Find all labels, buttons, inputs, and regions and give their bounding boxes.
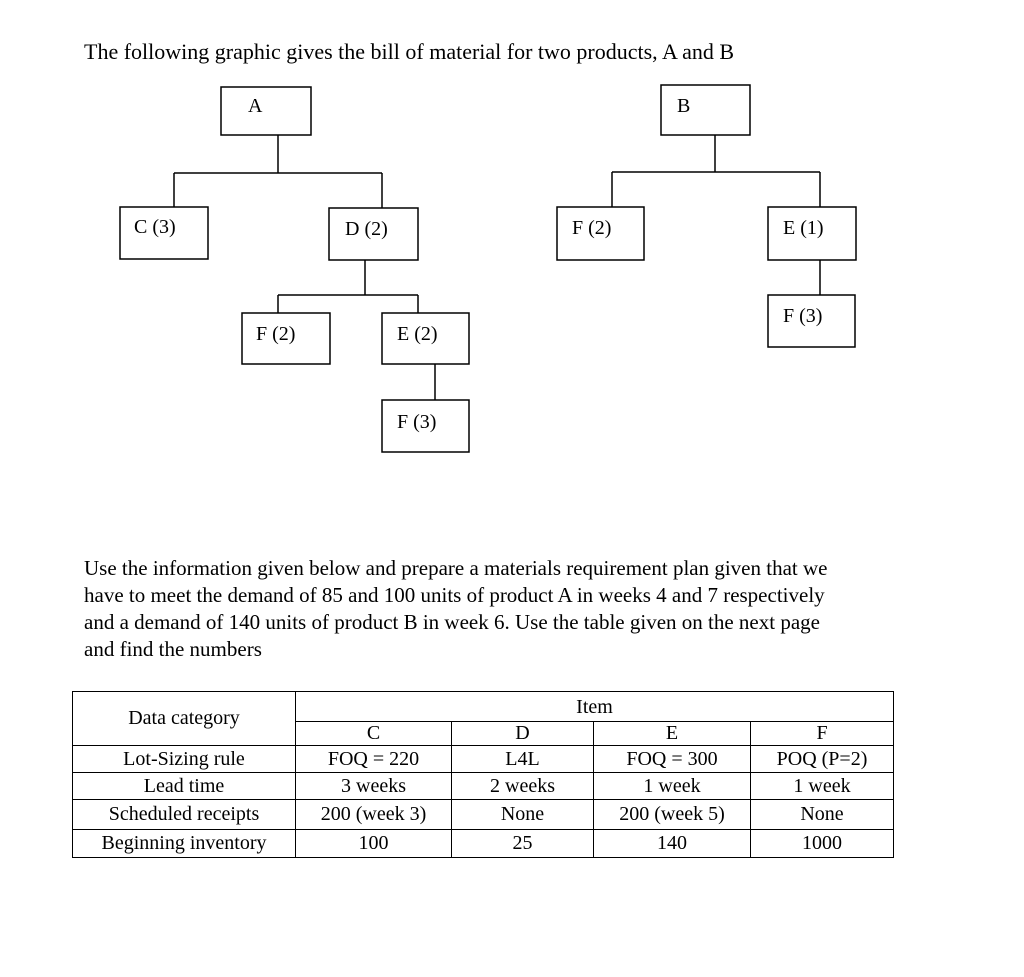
cell-scheduled-receipts-c: 200 (week 3) xyxy=(296,800,452,830)
table-header-item-e: E xyxy=(594,722,751,746)
row-label-scheduled-receipts: Scheduled receipts xyxy=(73,800,296,830)
cell-beginning-inventory-f: 1000 xyxy=(751,830,894,858)
node-d-e-label: E (2) xyxy=(397,323,438,345)
cell-beginning-inventory-d: 25 xyxy=(452,830,594,858)
cell-beginning-inventory-c: 100 xyxy=(296,830,452,858)
row-label-lot-sizing: Lot-Sizing rule xyxy=(73,746,296,773)
node-b-label: B xyxy=(677,95,691,117)
node-b-e-label: E (1) xyxy=(783,217,824,239)
cell-scheduled-receipts-f: None xyxy=(751,800,894,830)
instructions-paragraph xyxy=(84,555,924,663)
table-header-item-d: D xyxy=(452,722,594,746)
bom-tree-b xyxy=(557,85,856,347)
node-b-f-label: F (2) xyxy=(572,217,612,239)
cell-beginning-inventory-e: 140 xyxy=(594,830,751,858)
table-header-data-category: Data category xyxy=(73,692,296,746)
instructions-line-2: have to meet the demand of 85 and 100 units of product A in weeks 4 and 7 respectively xyxy=(84,583,825,607)
table-row xyxy=(73,830,894,858)
node-b xyxy=(661,85,750,135)
row-label-lead-time: Lead time xyxy=(73,773,296,800)
node-d-label: D (2) xyxy=(345,218,388,240)
instructions-line-1: Use the information given below and prepare a materials requirement plan given that we xyxy=(84,556,828,580)
node-d-f-label: F (2) xyxy=(256,323,296,345)
table-header-item-f: F xyxy=(751,722,894,746)
table-row xyxy=(73,746,894,773)
cell-lot-sizing-d: L4L xyxy=(452,746,594,773)
cell-lot-sizing-f: POQ (P=2) xyxy=(751,746,894,773)
cell-lead-time-c: 3 weeks xyxy=(296,773,452,800)
table-header-row-item xyxy=(73,692,894,722)
node-a xyxy=(221,87,311,135)
node-d-e-f-label: F (3) xyxy=(397,411,437,433)
cell-lead-time-d: 2 weeks xyxy=(452,773,594,800)
cell-lot-sizing-c: FOQ = 220 xyxy=(296,746,452,773)
table-row xyxy=(73,800,894,830)
table-row xyxy=(73,773,894,800)
node-c-label: C (3) xyxy=(134,216,176,238)
cell-scheduled-receipts-d: None xyxy=(452,800,594,830)
table-header-item-c: C xyxy=(296,722,452,746)
item-data-table xyxy=(72,691,894,858)
instructions-line-3: and a demand of 140 units of product B in week 6. Use the table given on the next page xyxy=(84,610,820,634)
cell-lead-time-e: 1 week xyxy=(594,773,751,800)
page-heading: The following graphic gives the bill of material for two products, A and B xyxy=(84,39,735,64)
node-b-e-f-label: F (3) xyxy=(783,305,823,327)
node-a-label: A xyxy=(248,95,263,117)
cell-lead-time-f: 1 week xyxy=(751,773,894,800)
table-header-item: Item xyxy=(296,692,894,722)
instructions-line-4: and find the numbers xyxy=(84,637,262,661)
cell-scheduled-receipts-e: 200 (week 5) xyxy=(594,800,751,830)
cell-lot-sizing-e: FOQ = 300 xyxy=(594,746,751,773)
bom-tree-a xyxy=(120,87,469,452)
row-label-beginning-inventory: Beginning inventory xyxy=(73,830,296,858)
